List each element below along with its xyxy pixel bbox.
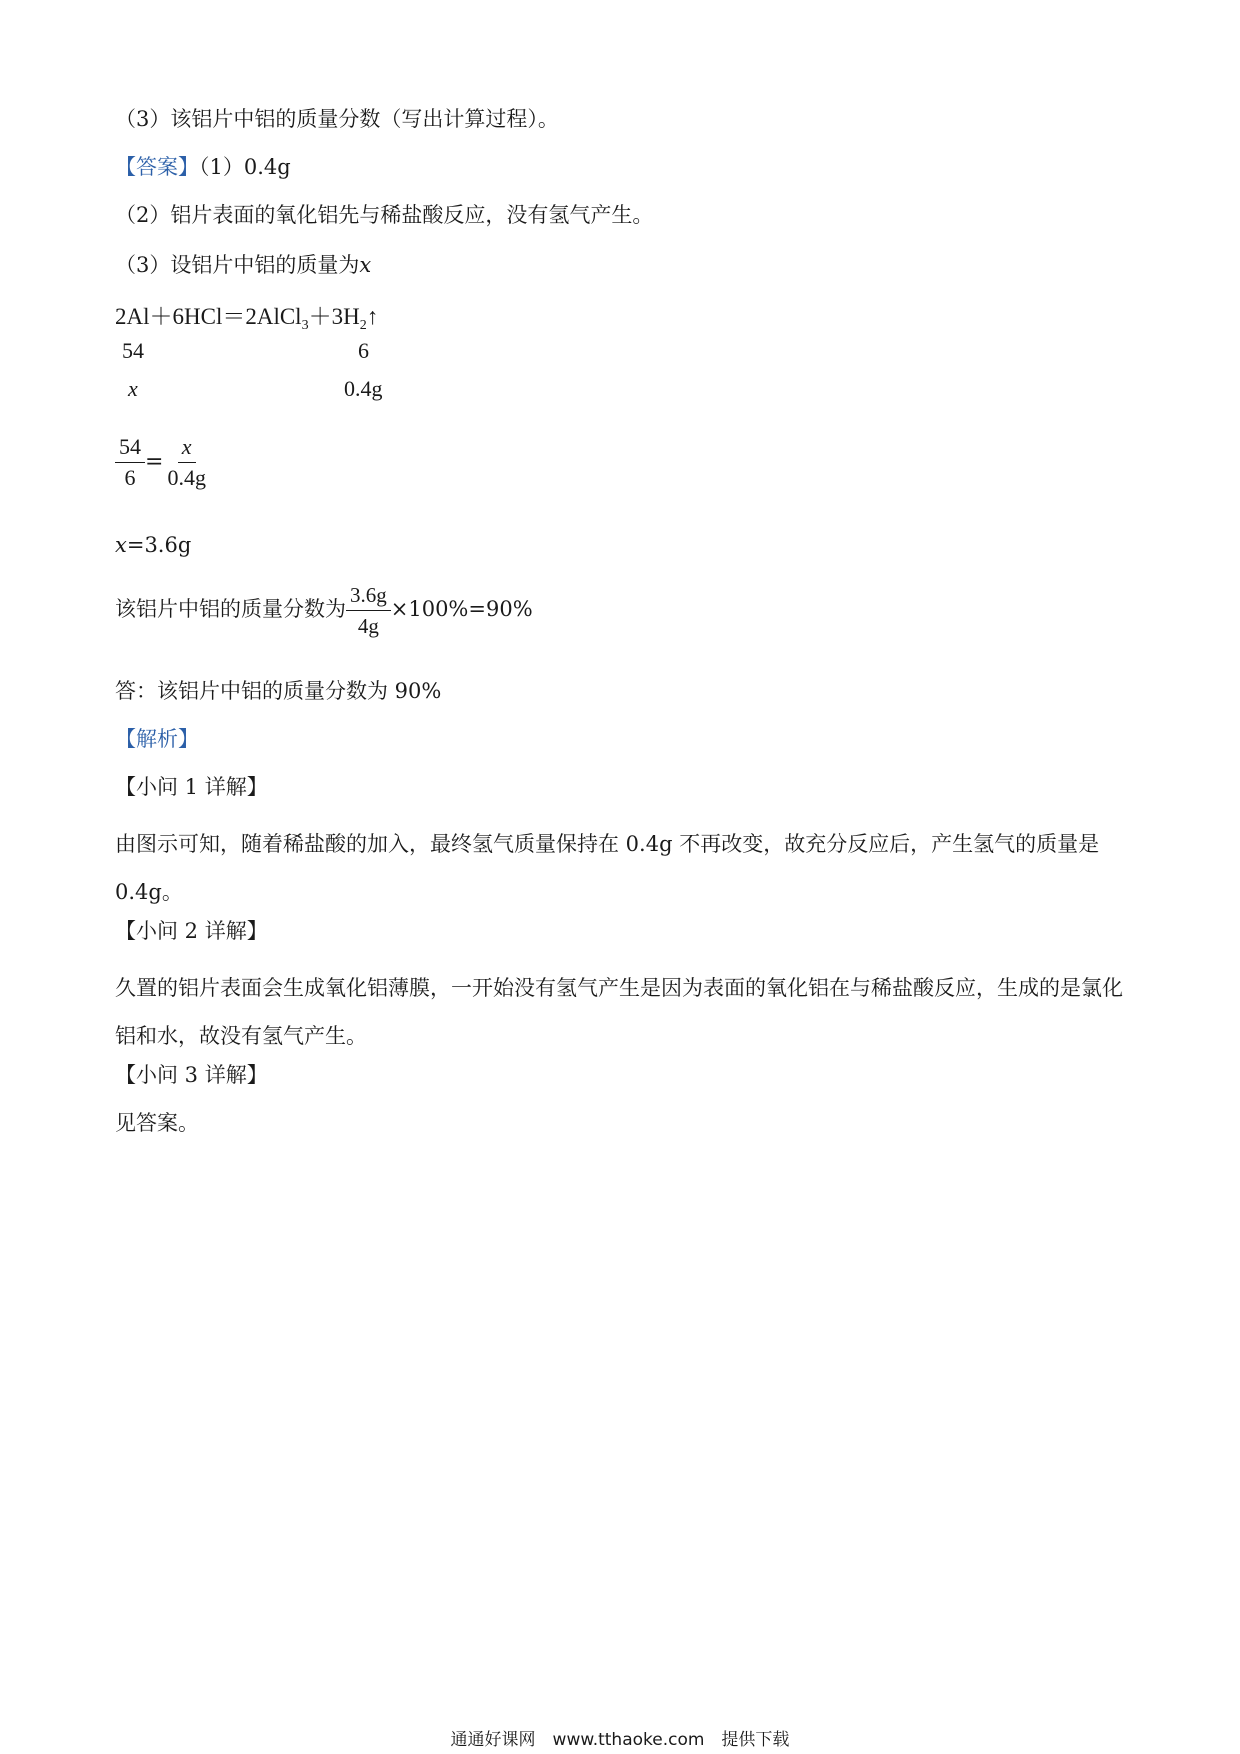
sub1-label: 【小问 1 详解】 (115, 775, 268, 799)
mass-fraction: $\frac{3.6g}{4g}$ (346, 580, 391, 641)
conclusion: 答：该铝片中铝的质量分数为 90% (115, 679, 442, 703)
answer-line-1 (115, 152, 291, 182)
answer-2: （2）铝片表面的氧化铝先与稀盐酸反应，没有氢气产生。 (115, 203, 654, 227)
sub3-text: 见答案。 (115, 1111, 199, 1135)
answer-3-intro: （3）设铝片中铝的质量为x (115, 253, 372, 277)
mass-fraction-line: 该铝片中铝的质量分数为 $\frac{3.6g}{4g}$ ×100%=90% (115, 580, 533, 641)
answer-label: 【答案】 (115, 155, 199, 179)
answer-1: （1）0.4g (199, 155, 291, 179)
question-3: （3）该铝片中铝的质量分数（写出计算过程）。 (115, 107, 559, 131)
chemical-equation: $2Al+6HCl=2AlCl_3+3H_2↑$ (115, 304, 379, 333)
fraction-left: $\frac{54}{6}$ (115, 432, 145, 493)
sub1-text: 由图示可知，随着稀盐酸的加入，最终氢气质量保持在 0.4g 不再改变，故充分反应后，产生氢气的质量是 0.4g。 (115, 832, 1100, 904)
ratio-row2-right: 0.4g (344, 376, 383, 401)
analysis-label: 【解析】 (115, 727, 199, 751)
ratio-row1-right: 6 (358, 338, 369, 363)
sub2-label: 【小问 2 详解】 (115, 919, 268, 943)
footer: 通通好课网 www.tthaoke.com 提供下载 (450, 1730, 790, 1750)
sub2-text: 久置的铝片表面会生成氧化铝薄膜，一开始没有氢气产生是因为表面的氧化铝在与稀盐酸反应，生成的是氯化铝和水，故没有氢气产生。 (115, 976, 1123, 1048)
ratio-row1-left: 54 (122, 338, 144, 363)
proportion-equation: $\frac{54}{6}$ = $\frac{x}{0.4g}$ (115, 432, 210, 493)
fraction-right: $\frac{x}{0.4g}$ (167, 434, 206, 490)
ratio-row2-left: x (128, 376, 138, 401)
result-x: x=3.6g (115, 533, 192, 557)
sub3-label: 【小问 3 详解】 (115, 1063, 268, 1087)
